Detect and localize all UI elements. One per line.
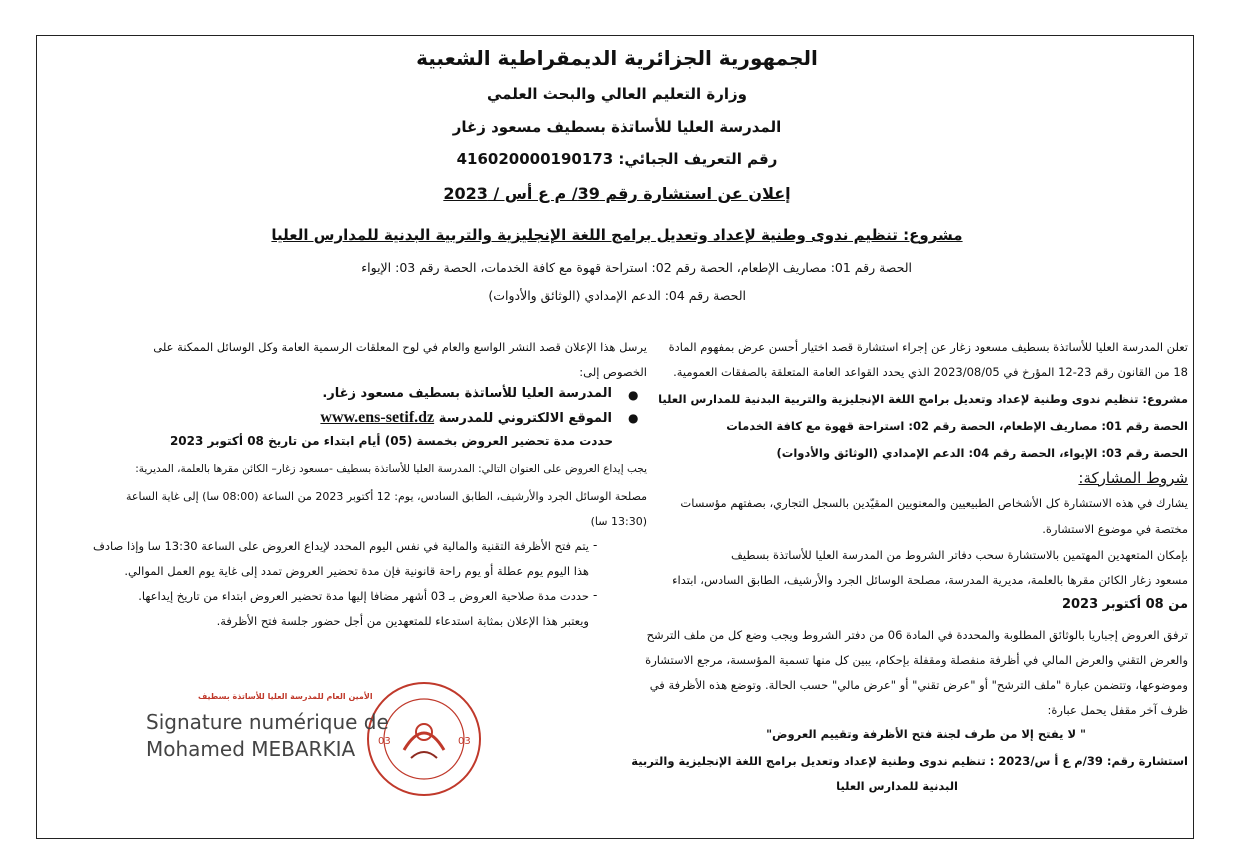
dash-icon: - <box>593 588 598 602</box>
condition-1-line-2: مختصة في موضوع الاستشارة. <box>1042 522 1188 536</box>
deposit-line-3: (13:30 سا) <box>590 515 647 528</box>
condition-3-line-4: ظرف آخر مقفل يحمل عبارة: <box>1047 703 1188 717</box>
intro-line-2: 18 من القانون رقم 23-12 المؤرخ في 2023/08/05 الذي يحدد القواعد العامة المتعلقة بالصفقات العمومية. <box>673 365 1188 379</box>
website-link[interactable]: www.ens-setif.dz <box>320 409 435 426</box>
opening-line-1: يتم فتح الأظرفة التقنية والمالية في نفس اليوم المحدد لإيداع العروض على الساعة 13:30 سا وإذا صادف <box>93 539 589 553</box>
deposit-line-1: يجب إيداع العروض على العنوان التالي: المدرسة العليا للأساتذة بسطيف -مسعود زغار– الكائن مقرها بالعلمة، المديرية: <box>135 463 647 475</box>
website-label: الموقع الالكتروني للمدرسة <box>438 411 612 426</box>
envelope-quote: " لا يفتح إلا من طرف لجنة فتح الأظرفة وتقييم العروض" <box>766 727 1086 741</box>
announcement-title: إعلان عن استشارة رقم 39/ م ع أس / 2023 <box>443 184 791 203</box>
lots-line-1: الحصة رقم 01: مصاريف الإطعام، الحصة رقم 02: استراحة قهوة مع كافة الخدمات، الحصة رقم 03: الإيواء <box>361 260 912 275</box>
condition-1-line-1: يشارك في هذه الاستشارة كل الأشخاص الطبيعيين والمعنويين المقيّدين بالسجل التجاري، بصفتهم مؤسسات <box>680 496 1188 510</box>
condition-3-line-3: وموضوعها، وتتضمن عبارة "ملف الترشح" أو "عرض تقني" أو "عرض مالي" حسب الحالة. وتوضع هذه الأظرفة في <box>649 678 1188 692</box>
bullet-website <box>320 409 612 427</box>
validity-line: حددت مدة صلاحية العروض بـ 03 أشهر مضافا إليها مدة تحضير العروض ابتداء من تاريخ إيداعها. <box>138 589 589 603</box>
deposit-line-2: مصلحة الوسائل الجرد والأرشيف، الطابق السادس، يوم: 12 أكتوبر 2023 من الساعة (08:00 سا) إلى غاية الساعة <box>126 490 647 503</box>
condition-2-line-2: مسعود زغار الكائن مقرها بالعلمة، مديرية المدرسة، مصلحة الوسائل الجرد والأرشيف، الطابق السادس، ابتداء <box>672 573 1188 587</box>
opening-line-2: هذا اليوم يوم عطلة أو يوم راحة قانونية فإن مدة تحضير العروض تمدد إلى غاية يوم العمل الموالي. <box>124 564 589 578</box>
right-lots-1: الحصة رقم 01: مصاريف الإطعام، الحصة رقم 02: استراحة قهوة مع كافة الخدمات <box>726 419 1188 433</box>
right-lots-2: الحصة رقم 03: الإيواء، الحصة رقم 04: الدعم الإمدادي (الوثائق والأدوات) <box>776 446 1188 460</box>
stamp-title: الأمين العام للمدرسة العليا للأساتذة بسطيف <box>198 692 373 701</box>
lots-line-2: الحصة رقم 04: الدعم الإمدادي (الوثائق والأدوات) <box>488 288 746 303</box>
bullet-icon: ● <box>628 411 639 425</box>
project-title: مشروع: تنظيم ندوى وطنية لإعداد وتعديل برامج اللغة الإنجليزية والتربية البدنية للمدارس العليا <box>271 226 963 244</box>
seal-number-right: 03 <box>458 736 471 747</box>
right-project: مشروع: تنظيم ندوى وطنية لإعداد وتعديل برامج اللغة الإنجليزية والتربية البدنية للمدارس العليا <box>658 392 1188 406</box>
republic-title: الجمهورية الجزائرية الديمقراطية الشعبية <box>416 46 818 70</box>
conditions-title: شروط المشاركة: <box>1078 469 1188 487</box>
reference-line-2: البدنية للمدارس العليا <box>836 779 958 793</box>
intro-line-1: تعلن المدرسة العليا للأساتذة بسطيف مسعود زغار عن إجراء استشارة قصد اختيار أحسن عرض بمفهوم المادة <box>668 340 1188 354</box>
dash-icon: - <box>593 538 598 552</box>
condition-2-line-3: من 08 أكتوبر 2023 <box>1061 597 1188 612</box>
reference-line-1: استشارة رقم: 39/م ع أ س/2023 : تنظيم ندوى وطنية لإعداد وتعديل برامج اللغة الإنجليزية والتربية <box>631 754 1188 768</box>
condition-3-line-1: ترفق العروض إجباريا بالوثائق المطلوبة والمحددة في المادة 06 من دفتر الشروط ويجب وضع كل من ملف الترشح <box>646 628 1188 642</box>
preparation-period: حددت مدة تحضير العروض بخمسة (05) أيام ابتداء من تاريخ 08 أكتوبر 2023 <box>169 434 613 448</box>
invitation-line: ويعتبر هذا الإعلان بمثابة استدعاء للمتعهدين من أجل حضور جلسة فتح الأظرفة. <box>216 614 589 628</box>
condition-2-line-1: بإمكان المتعهدين المهتمين بالاستشارة سحب دفاتر الشروط من المدرسة العليا للأساتذة بسطيف <box>731 548 1188 562</box>
seal-number-left: 03 <box>378 736 391 747</box>
publication-line-1: يرسل هذا الإعلان قصد النشر الواسع والعام في لوح المعلقات الرسمية العامة وكل الوسائل الممكنة على <box>153 340 647 354</box>
bullet-school: المدرسة العليا للأساتذة بسطيف مسعود زغار. <box>322 386 612 401</box>
publication-line-2: الخصوص إلى: <box>579 365 647 379</box>
bullet-icon: ● <box>628 388 639 402</box>
condition-3-line-2: والعرض التقني والعرض المالي في أظرفة منفصلة ومقفلة بإحكام، يبين كل منها تسمية المؤسسة، مرجع الاستشارة <box>645 653 1188 667</box>
school-name: المدرسة العليا للأساتذة بسطيف مسعود زغار <box>452 118 782 136</box>
ministry-title: وزارة التعليم العالي والبحث العلمي <box>486 85 748 103</box>
signature-label-2: Mohamed MEBARKIA <box>146 737 356 761</box>
tax-id: رقم التعريف الجبائي: 416020000190173 <box>456 150 778 168</box>
signature-label-1: Signature numérique de <box>146 710 389 734</box>
official-seal-icon <box>356 680 492 798</box>
